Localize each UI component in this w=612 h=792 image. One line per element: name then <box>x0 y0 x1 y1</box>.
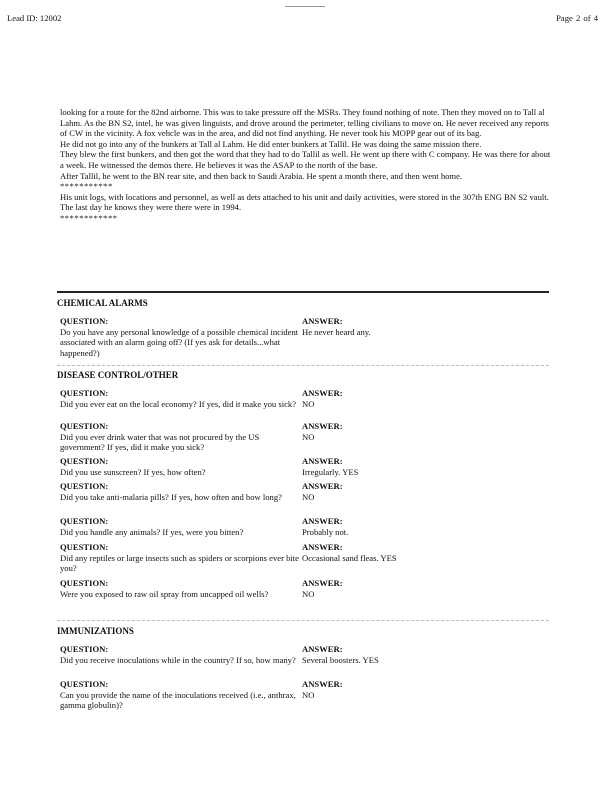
answer-text: Probably not. <box>302 526 349 537</box>
section-title-immunizations: IMMUNIZATIONS <box>57 626 134 636</box>
answer-text: Occasional sand fleas. YES <box>302 552 397 563</box>
answer-text: NO <box>302 431 315 442</box>
narrative-paragraph: After Tallil, he went to the BN rear site, and then back to Saudi Arabia. He spent a month there, and then went home. <box>60 170 463 181</box>
question-label: QUESTION: <box>60 456 109 466</box>
answer-label: ANSWER: <box>302 456 343 466</box>
answer-label: ANSWER: <box>302 316 343 326</box>
page-number: Page 2 of 4 <box>556 13 598 23</box>
answer-label: ANSWER: <box>302 421 343 431</box>
question-text: Can you provide the name of the inoculations received (i.e., anthrax, gamma globulin)? <box>60 689 296 711</box>
question-label: QUESTION: <box>60 679 109 689</box>
question-text: Do you have any personal knowledge of a possible chemical incident associated with an alarm going off? (If yes ask for details...what happened?) <box>60 326 299 358</box>
question-text: Did you receive inoculations while in the country? If so, how many? <box>60 654 296 665</box>
answer-text: NO <box>302 398 315 409</box>
answer-label: ANSWER: <box>302 679 343 689</box>
question-text: Did you take anti-malaria pills? If yes, how often and how long? <box>60 491 282 502</box>
answer-text: NO <box>302 588 315 599</box>
question-text: Did you ever drink water that was not procured by the US government? If yes, did it make you sick? <box>60 431 260 453</box>
answer-label: ANSWER: <box>302 578 343 588</box>
section-divider <box>57 620 549 621</box>
section-title-chemical-alarms: CHEMICAL ALARMS <box>57 298 148 308</box>
narrative-text <box>60 107 556 224</box>
answer-label: ANSWER: <box>302 542 343 552</box>
answer-text: NO <box>302 689 315 700</box>
section-title-disease-control: DISEASE CONTROL/OTHER <box>57 370 179 380</box>
narrative-paragraph: They blew the first bunkers, and then got the word that they had to do Tallil as well. He went up there with C company. He was there for about a week. He witnessed the demos there. He believes it was the ASAP to the north of the base. <box>60 149 551 170</box>
narrative-paragraph: looking for a route for the 82nd airborne. This was to take pressure off the MSRs. They found nothing of note. Then they moved on to Tall al Lahm. As the BN S2, intel, he was given linguists, and drove around the perimeter, telling civilians to move on. He never received any reports of CW in the vicinity. A fox vehcle was in the area, and did not find anything. He never took his MOPP gear out of its bag. <box>60 107 549 139</box>
top-divider <box>285 6 325 7</box>
question-label: QUESTION: <box>60 644 109 654</box>
question-text: Did you use sunscreen? If yes, how often? <box>60 466 206 477</box>
answer-label: ANSWER: <box>302 644 343 654</box>
star-separator: *********** <box>60 181 113 192</box>
question-text: Did you handle any animals? If yes, were you bitten? <box>60 526 244 537</box>
star-separator: ************ <box>60 212 118 223</box>
narrative-paragraph: His unit logs, with locations and personnel, as well as dets attached to his unit and daily activities, were stored in the 307th ENG BN S2 vault. The last day he knows they were there were in 1994. <box>60 191 549 213</box>
question-text: Did any reptiles or large insects such as spiders or scorpions ever bite you? <box>60 552 299 574</box>
section-divider <box>57 365 549 366</box>
question-text: Were you exposed to raw oil spray from uncapped oil wells? <box>60 588 269 599</box>
answer-text: Irregularly. YES <box>302 466 359 477</box>
question-label: QUESTION: <box>60 578 109 588</box>
answer-label: ANSWER: <box>302 388 343 398</box>
section-divider <box>57 291 549 293</box>
lead-id: Lead ID: 12002 <box>7 13 62 23</box>
question-label: QUESTION: <box>60 481 109 491</box>
narrative-paragraph: He did not go into any of the bunkers at Tall al Lahm. He did enter bunkers at Tallil. He was doing the same mission there. <box>60 138 482 149</box>
question-label: QUESTION: <box>60 542 109 552</box>
question-label: QUESTION: <box>60 516 109 526</box>
answer-label: ANSWER: <box>302 481 343 491</box>
answer-text: He never heard any. <box>302 326 371 337</box>
answer-text: Several boosters. YES <box>302 654 379 665</box>
question-text: Did you ever eat on the local economy? If yes, did it make you sick? <box>60 398 297 409</box>
answer-text: NO <box>302 491 315 502</box>
question-label: QUESTION: <box>60 316 109 326</box>
question-label: QUESTION: <box>60 421 109 431</box>
question-label: QUESTION: <box>60 388 109 398</box>
answer-label: ANSWER: <box>302 516 343 526</box>
